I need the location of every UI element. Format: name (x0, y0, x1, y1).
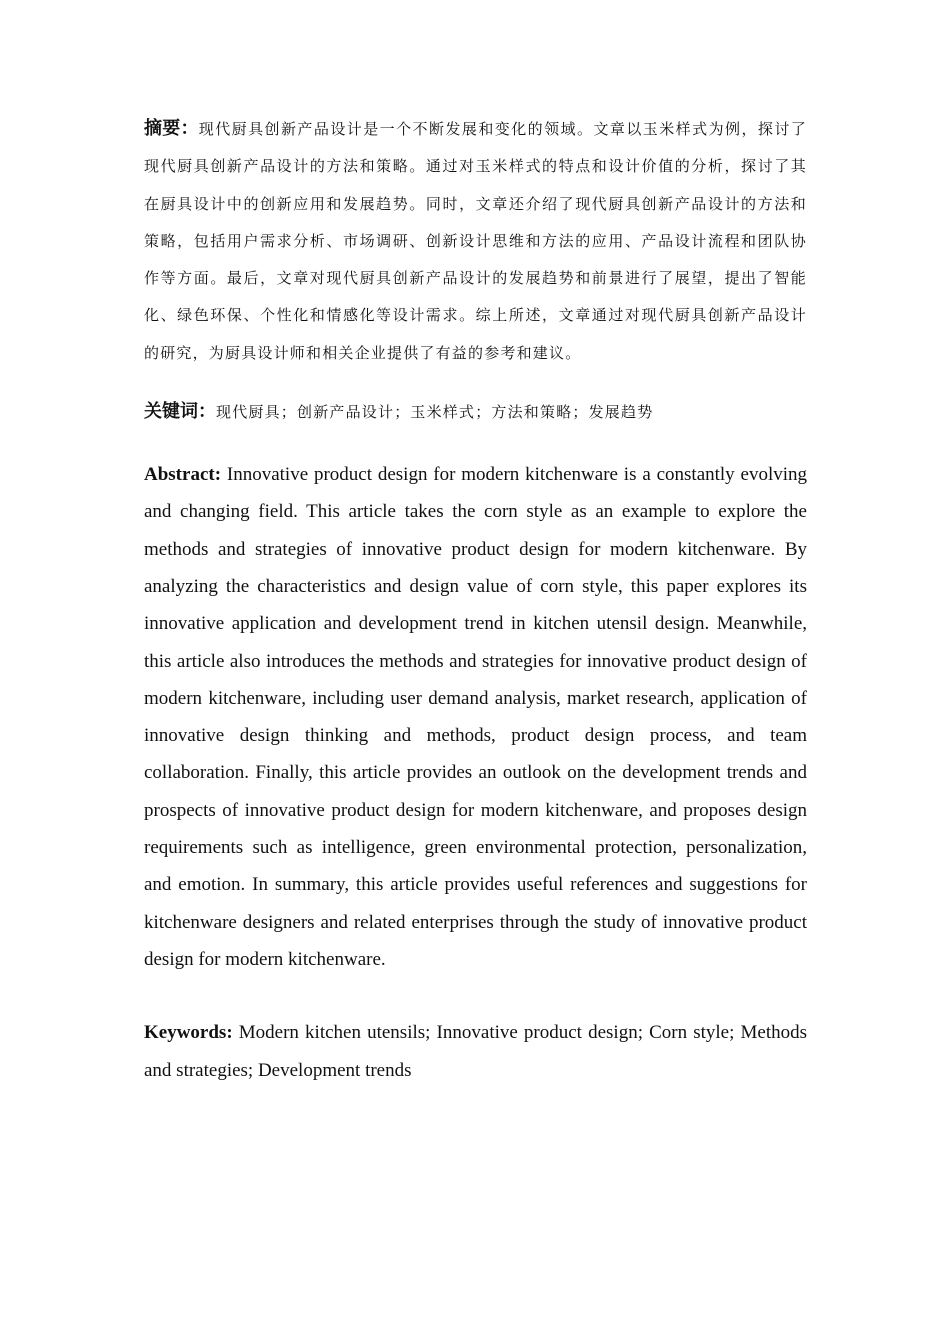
chinese-abstract-text: 现代厨具创新产品设计是一个不断发展和变化的领域。文章以玉米样式为例，探讨了现代厨具创新产品设计的方法和策略。通过对玉米样式的特点和设计价值的分析，探讨了其在厨具设计中的创新应用和发展趋势。同时，文章还介绍了现代厨具创新产品设计的方法和策略，包括用户需求分析、市场调研、创新设计思维和方法的应用、产品设计流程和团队协作等方面。最后，文章对现代厨具创新产品设计的发展趋势和前景进行了展望，提出了智能化、绿色环保、个性化和情感化等设计需求。综上所述，文章通过对现代厨具创新产品设计的研究，为厨具设计师和相关企业提供了有益的参考和建议。 (144, 120, 808, 362)
english-keywords (144, 1014, 807, 1089)
english-abstract-label: Abstract: (144, 464, 222, 486)
chinese-keywords-text: 现代厨具；创新产品设计；玉米样式；方法和策略；发展趋势 (216, 403, 654, 422)
english-abstract (144, 456, 807, 978)
english-keywords-label: Keywords: (144, 1022, 233, 1044)
english-keywords-text: Modern kitchen utensils; Innovative product design; Corn style; Methods and strategies; Development trends (144, 1022, 807, 1081)
chinese-abstract (144, 110, 807, 372)
english-abstract-text: Innovative product design for modern kitchenware is a constantly evolving and changing field. This article takes the corn style as an example to explore the methods and strategies of innovative product design for modern kitchenware. By analyzing the characteristics and design value of corn style, this paper explores its innovative application and development trend in kitchen utensil design. Meanwhile, this article also introduces the methods and strategies for innovative product design of modern kitchenware, including user demand analysis, market research, application of innovative design thinking and methods, product design process, and team collaboration. Finally, this article provides an outlook on the development trends and prospects of innovative product design for modern kitchenware, and proposes design requirements such as intelligence, green environmental protection, personalization, and emotion. In summary, this article provides useful references and suggestions for kitchenware designers and related enterprises through the study of innovative product design for modern kitchenware. (144, 464, 808, 970)
chinese-abstract-label: 摘要： (144, 118, 199, 139)
chinese-keywords (144, 394, 807, 430)
document-page (144, 110, 807, 1089)
chinese-keywords-label: 关键词： (144, 401, 216, 423)
